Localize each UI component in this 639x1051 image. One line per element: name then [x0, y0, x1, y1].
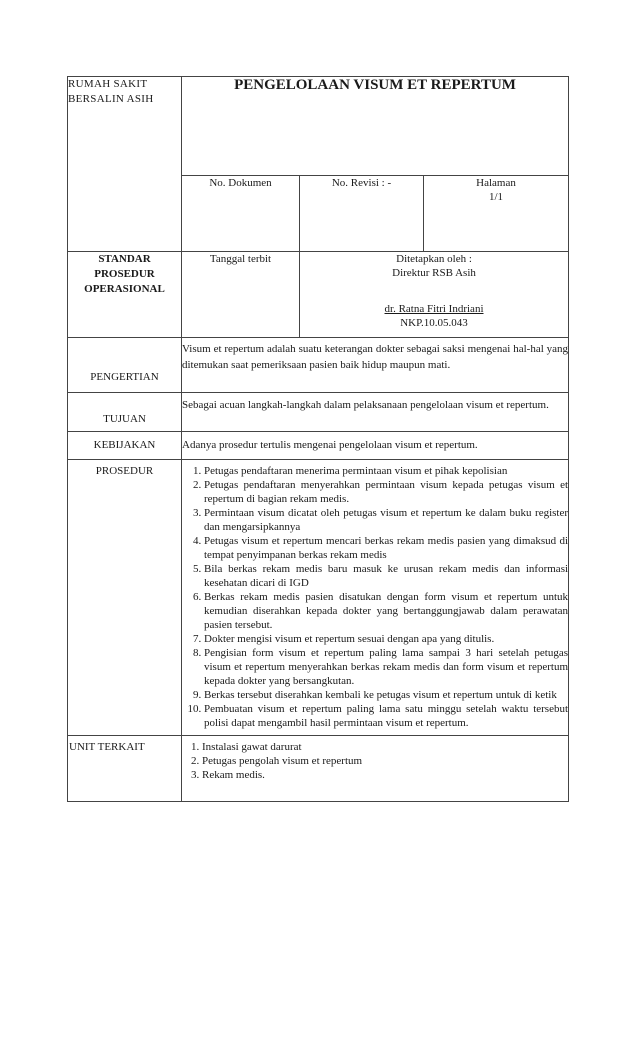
prosedur-step: 5. Bila berkas rekam medis baru masuk ke urusan rekam medis dan informasi kesehatan dicari di IGD: [204, 562, 568, 590]
hospital-name-line2: BERSALIN ASIH: [68, 93, 154, 105]
document-title: PENGELOLAAN VISUM ET REPERTUM: [182, 77, 569, 176]
prosedur-step: 8. Pengisian form visum et repertum paling lama sampai 3 hari setelah petugas visum et repertum menyerahkan berkas rekam medis dan form visum et repertum kepada dokter yang bersangkutan.: [204, 646, 568, 688]
unit-terkait-label: UNIT TERKAIT: [68, 736, 182, 802]
no-revisi-label: No. Revisi : -: [331, 177, 392, 189]
halaman-label: Halaman: [476, 177, 516, 189]
unit-terkait-list: [182, 740, 568, 782]
prosedur-step: 3. Permintaan visum dicatat oleh petugas visum et repertum ke dalam buku register dan mengarsipkannya: [204, 506, 568, 534]
ditetapkan-cell: [300, 252, 569, 338]
signer-name: dr. Ratna Fitri Indriani: [384, 303, 484, 315]
unit-terkait-item: 3. Rekam medis.: [202, 768, 568, 782]
pengertian-label: PENGERTIAN: [68, 338, 182, 393]
halaman-value: 1/1: [488, 191, 504, 203]
sop-label-cell: [68, 252, 182, 338]
unit-terkait-item: 1. Instalasi gawat darurat: [202, 740, 568, 754]
tanggal-terbit-cell: [182, 252, 300, 338]
signer-nkp: NKP.10.05.043: [400, 317, 468, 329]
hospital-name-cell: [68, 77, 182, 252]
prosedur-step: 7. Dokter mengisi visum et repertum sesuai dengan apa yang ditulis.: [204, 632, 568, 646]
tujuan-label: TUJUAN: [68, 393, 182, 432]
tanggal-terbit-label: Tanggal terbit: [209, 253, 272, 265]
sop-document-table: [67, 76, 569, 802]
prosedur-steps-list: [182, 464, 568, 730]
prosedur-step: 9. Berkas tersebut diserahkan kembali ke petugas visum et repertum untuk di ketik: [204, 688, 568, 702]
sop-label-line3: OPERASIONAL: [84, 283, 165, 295]
kebijakan-text: Adanya prosedur tertulis mengenai pengelolaan visum et repertum.: [182, 432, 569, 460]
pengertian-text: Visum et repertum adalah suatu keterangan dokter sebagai saksi mengenai hal-hal yang ditemukan saat pemeriksaan pasien baik hidup maupun mati.: [182, 338, 569, 393]
prosedur-step: 2. Petugas pendaftaran menyerahkan permintaan visum kepada petugas visum et repertum di bagian rekam medis.: [204, 478, 568, 506]
halaman-cell: [424, 176, 569, 252]
prosedur-step: 4. Petugas visum et repertum mencari berkas rekam medis pasien yang dimaksud di tempat penyimpanan berkas rekam medis: [204, 534, 568, 562]
prosedur-step: 6. Berkas rekam medis pasien disatukan dengan form visum et repertum untuk kemudian diserahkan kepada dokter yang bertanggungjawab dalam perawatan pasien tersebut.: [204, 590, 568, 632]
ditetapkan-line2: Direktur RSB Asih: [392, 267, 476, 279]
no-revisi-cell: [300, 176, 424, 252]
sop-label-line2: PROSEDUR: [94, 268, 155, 280]
sop-label-line1: STANDAR: [98, 253, 151, 265]
no-dokumen-label: No. Dokumen: [209, 177, 272, 189]
hospital-name-line1: RUMAH SAKIT: [68, 78, 148, 90]
prosedur-content: [182, 460, 569, 736]
unit-terkait-content: [182, 736, 569, 802]
unit-terkait-item: 2. Petugas pengolah visum et repertum: [202, 754, 568, 768]
prosedur-step: 1. Petugas pendaftaran menerima permintaan visum et pihak kepolisian: [204, 464, 568, 478]
no-dokumen-cell: [182, 176, 300, 252]
ditetapkan-line1: Ditetapkan oleh :: [396, 253, 472, 265]
prosedur-step: 10. Pembuatan visum et repertum paling lama satu minggu setelah waktu tersebut polisi dapat mengambil hasil permintaan visum et repertum.: [204, 702, 568, 730]
kebijakan-label: KEBIJAKAN: [68, 432, 182, 460]
prosedur-label: PROSEDUR: [68, 460, 182, 736]
tujuan-text: Sebagai acuan langkah-langkah dalam pelaksanaan pengelolaan visum et repertum.: [182, 393, 569, 432]
